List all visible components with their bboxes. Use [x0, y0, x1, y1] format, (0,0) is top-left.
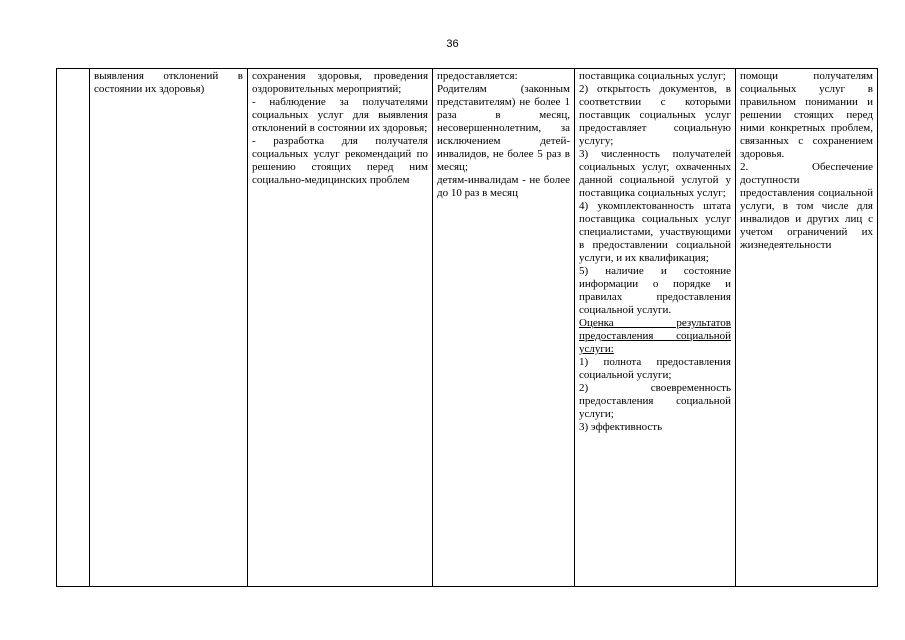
table-cell-number	[57, 69, 90, 587]
table-cell-service-description	[248, 69, 433, 587]
cell-paragraph: 4) укомплектованность штата поставщика социальных услуг специалистами, участвующими в предоставлении социальной услуги, и их квалификация;	[579, 200, 731, 264]
page-number: 36	[446, 38, 459, 50]
cell-paragraph: 3) эффективность	[579, 421, 663, 433]
cell-paragraph: 1) полнота предоставления социальной услуги;	[579, 356, 731, 381]
table-cell-service-frequency	[433, 69, 575, 587]
cell-paragraph: 2) открытость документов, в соответствии с которыми поставщик социальных услуг предоставляет социальную услугу;	[579, 83, 731, 147]
service-standard-table	[56, 68, 878, 587]
cell-paragraph: выявления отклонений в состоянии их здоровья)	[94, 70, 243, 95]
table-cell-quality-indicators	[575, 69, 736, 587]
cell-paragraph: Родителям (законным представителям) не более 1 раза в месяц, несовершеннолетним, за исключением детей-инвалидов, не более 5 раз в месяц;	[437, 83, 570, 173]
cell-paragraph: 5) наличие и состояние информации о порядке и правилах предоставления социальной услуги.	[579, 265, 731, 316]
cell-paragraph: - наблюдение за получателями социальных услуг для выявления отклонений в состоянии их здоровья;	[252, 96, 428, 134]
cell-paragraph: сохранения здоровья, проведения оздоровительных мероприятий;	[252, 70, 428, 95]
cell-paragraph: поставщика социальных услуг;	[579, 70, 726, 82]
cell-paragraph: помощи получателям социальных услуг в правильном понимании и решении стоящих перед ними конкретных проблем, связанных с сохранением здоровья.	[740, 70, 873, 160]
table-cell-conditions	[736, 69, 878, 587]
cell-paragraph: 3) численность получателей социальных услуг, охваченных данной социальной услугой у поставщика социальных услуг;	[579, 148, 731, 199]
cell-paragraph: Оценка результатов предоставления социальной услуги:	[579, 317, 731, 355]
cell-paragraph: предоставляется:	[437, 70, 518, 82]
cell-paragraph: 2. Обеспечение доступности предоставления социальной услуги, в том числе для инвалидов и других лиц с учетом ограничений их жизнедеятельности	[740, 161, 873, 251]
cell-paragraph: 2) своевременность предоставления социальной услуги;	[579, 382, 731, 420]
table-row	[57, 69, 878, 587]
table-cell-service-name	[90, 69, 248, 587]
cell-paragraph: - разработка для получателя социальных услуг рекомендаций по решению стоящих перед ним социально-медицинских проблем	[252, 135, 428, 186]
cell-paragraph: детям-инвалидам - не более до 10 раз в месяц	[437, 174, 570, 199]
